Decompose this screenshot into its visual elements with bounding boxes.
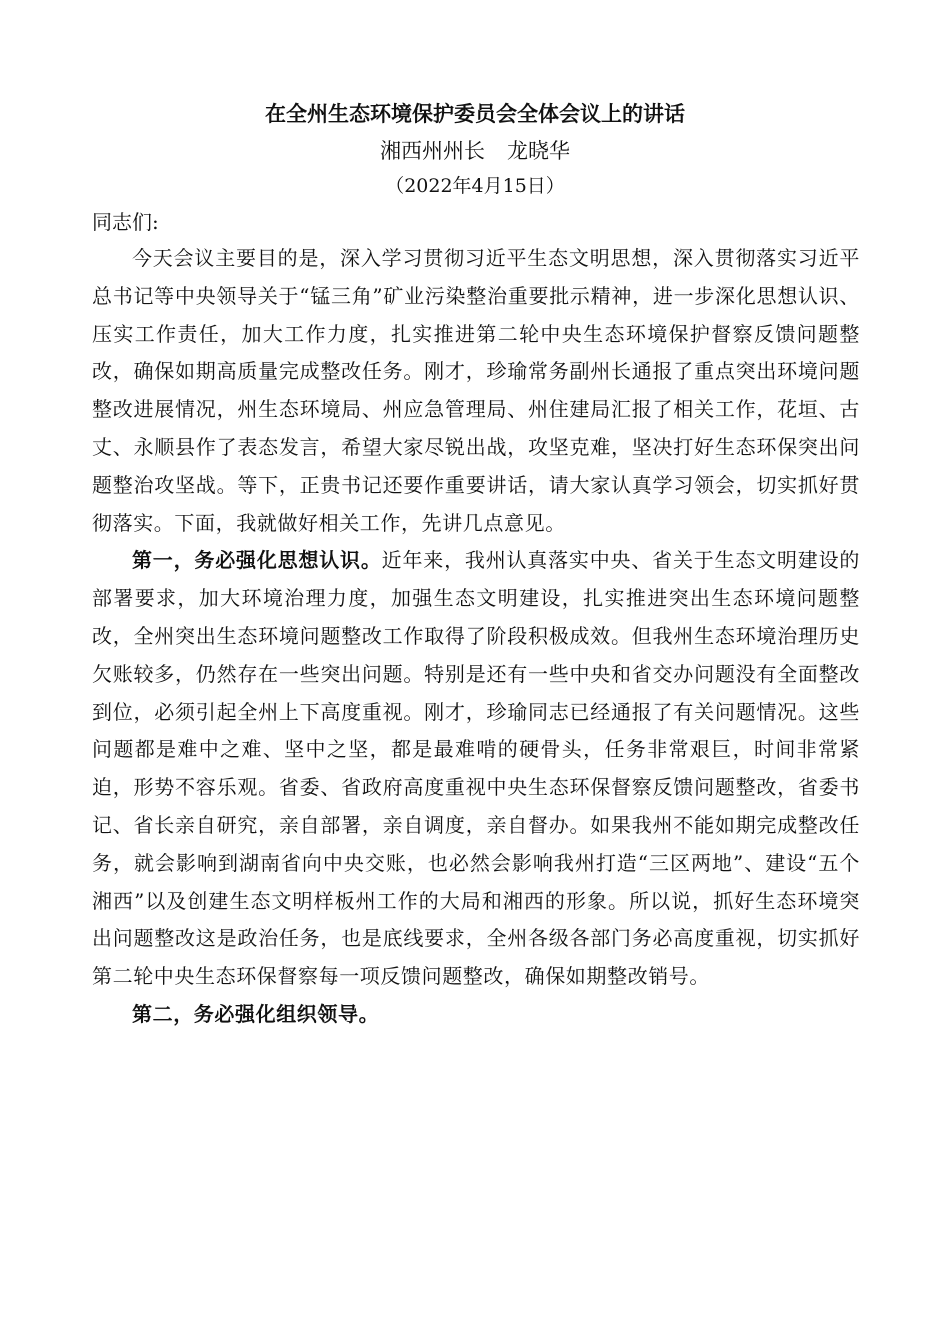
paragraph-intro: [92, 240, 860, 542]
author-role: 湘西州州长: [380, 139, 485, 163]
paragraph-heading: 第二，务必强化组织领导。: [132, 1001, 380, 1026]
document-body: [92, 240, 860, 1034]
salutation: 同志们:: [92, 210, 159, 234]
paragraph-heading: 第一，务必强化思想认识。: [132, 548, 382, 573]
paragraph-text: 近年来，我州认真落实中央、省关于生态文明建设的部署要求，加大环境治理力度，加强生态文明建设，扎实推进突出生态环境问题整改，全州突出生态环境问题整改工作取得了阶段积极成效。但我州生态环境治理历史欠账较多，仍然存在一些突出问题。特别是还有一些中央和省交办问题没有全面整改到位，必须引起全州上下高度重视。刚才，珍瑜同志已经通报了有关问题情况。这些问题都是难中之难、坚中之坚，都是最难啃的硬骨头，任务非常艰巨，时间非常紧迫，形势不容乐观。省委、省政府高度重视中央生态环保督察反馈问题整改，省委书记、省长亲自研究，亲自部署，亲自调度，亲自督办。如果我州不能如期完成整改任务，就会影响到湖南省向中央交账，也必然会影响我州打造“三区两地”、建设“五个湘西”以及创建生态文明样板州工作的大局和湘西的形象。所以说，抓好生态环境突出问题整改这是政治任务，也是底线要求，全州各级各部门务必高度重视，切实抓好第二轮中央生态环保督察每一项反馈问题整改，确保如期整改销号。: [92, 548, 860, 989]
paragraph-text: 今天会议主要目的是，深入学习贯彻习近平生态文明思想，深入贯彻落实习近平总书记等中央领导关于“锰三角”矿业污染整治重要批示精神，进一步深化思想认识、压实工作责任，加大工作力度，扎实推进第二轮中央生态环境保护督察反馈问题整改，确保如期高质量完成整改任务。刚才，珍瑜常务副州长通报了重点突出环境问题整改进展情况，州生态环境局、州应急管理局、州住建局汇报了相关工作，花垣、古丈、永顺县作了表态发言，希望大家尽锐出战，攻坚克难，坚决打好生态环保突出问题整治攻坚战。等下，正贵书记还要作重要讲话，请大家认真学习领会，切实抓好贯彻落实。下面，我就做好相关工作，先讲几点意见。: [92, 246, 860, 535]
document-title: 在全州生态环境保护委员会全体会议上的讲话: [265, 101, 685, 126]
author-name: 龙晓华: [507, 139, 570, 163]
speech-date: （2022年4月15日）: [385, 175, 565, 197]
author-line: [0, 134, 950, 168]
paragraph-point-two: [92, 996, 860, 1034]
paragraph-point-one: [92, 542, 860, 996]
